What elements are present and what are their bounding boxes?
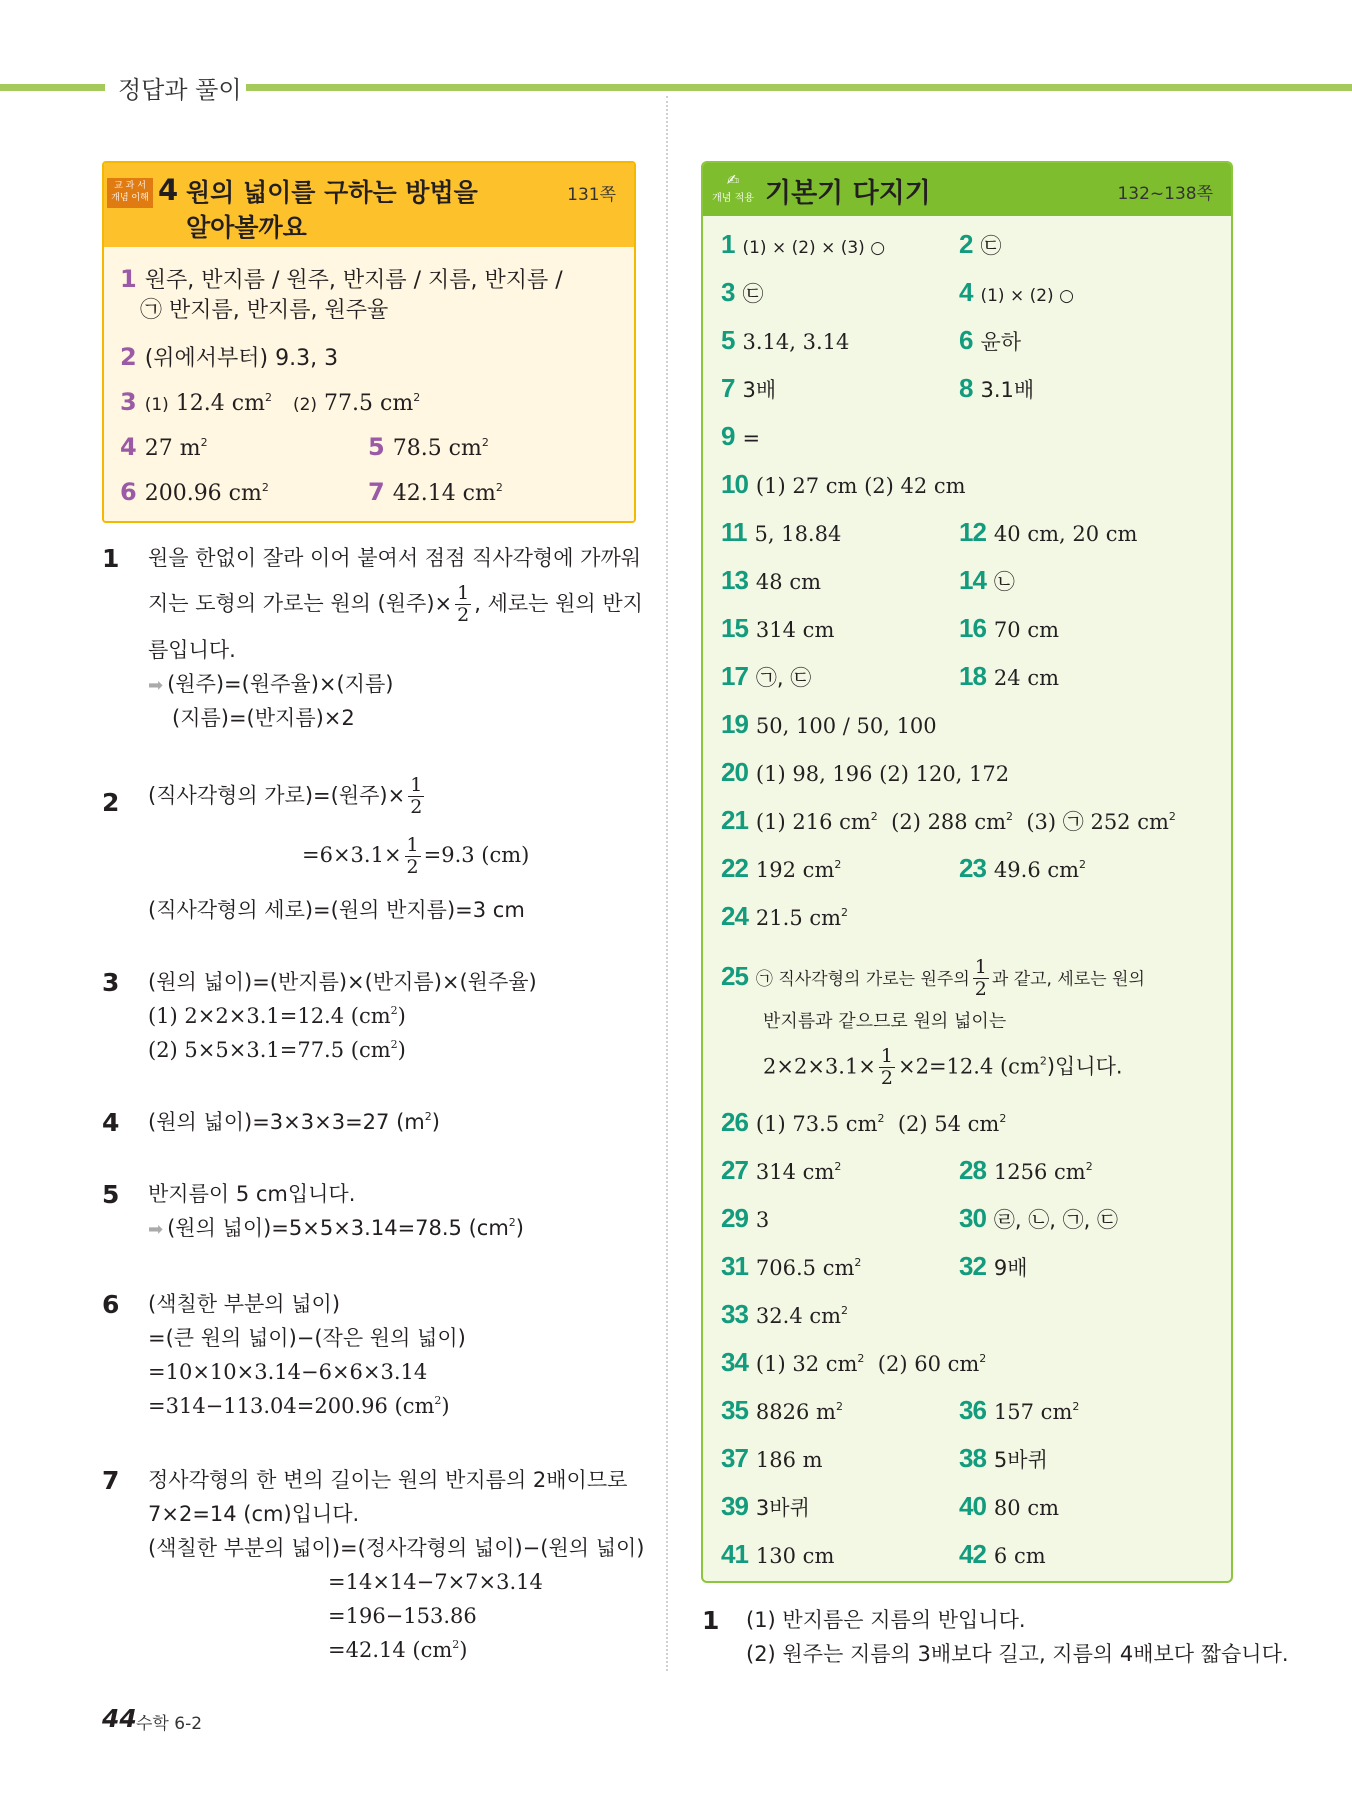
answer-number: 37 <box>721 1443 748 1473</box>
superscript: 2 <box>261 481 269 494</box>
page-number: 44 <box>102 1704 137 1733</box>
solution-2-line3: (직사각형의 세로)=(원의 반지름)=3 cm <box>148 898 525 922</box>
answer-text: 192 cm <box>755 858 835 882</box>
concept-answer-5 <box>368 433 489 463</box>
basic-answer-31 <box>721 1252 861 1282</box>
answer-text: 27 m <box>144 436 201 461</box>
answer-text: 78.5 cm <box>392 436 482 461</box>
answer-text: ㉠, ㉢ <box>755 666 812 690</box>
answer-text: 200.96 cm <box>144 481 262 506</box>
answer-text: 32.4 cm <box>755 1304 842 1328</box>
fraction-denominator: 2 <box>410 796 423 818</box>
answer-number: 7 <box>368 478 385 506</box>
fraction-half <box>879 1047 895 1088</box>
answer-text: ㉢ <box>980 234 1002 258</box>
solution-2-line1 <box>148 776 427 817</box>
answer-text: (위에서부터) 9.3, 3 <box>144 346 339 371</box>
answer-number: 34 <box>721 1347 748 1377</box>
concept-box <box>102 161 636 523</box>
concept-answers <box>104 247 634 521</box>
answer-number: 5 <box>368 433 385 461</box>
basic-answer-19 <box>721 710 937 740</box>
superscript: 2 <box>870 810 878 823</box>
concept-answer-1-cont: ㉠ 반지름, 반지름, 원주율 <box>140 298 389 323</box>
superscript: 2 <box>481 436 489 449</box>
answer-text: (1) 32 cm <box>755 1352 858 1376</box>
basic-answer-33 <box>721 1300 848 1330</box>
answer-text: 186 m <box>755 1448 823 1472</box>
solution-7-line3: (색칠한 부분의 넓이)=(정사각형의 넓이)−(원의 넓이) <box>148 1536 645 1560</box>
basic-answer-22 <box>721 854 841 884</box>
answer-text: (1) 216 cm <box>755 810 871 834</box>
answer-number: 29 <box>721 1203 748 1233</box>
superscript: 2 <box>1006 810 1013 823</box>
basic-answer-23 <box>959 854 1086 884</box>
text: (2) 5×5×3.1=77.5 (cm <box>148 1038 391 1062</box>
superscript: 2 <box>413 391 421 404</box>
answer-text: (3) ㉠ 252 cm <box>1026 810 1169 834</box>
answer-number: 38 <box>959 1443 986 1473</box>
basics-box-header <box>703 163 1231 216</box>
answer-number: 4 <box>959 277 973 307</box>
basic-answer-6 <box>959 326 1021 356</box>
solution-7-line6 <box>328 1636 467 1664</box>
concept-answer-1 <box>120 265 563 295</box>
concept-apply-tag-label: 개념 적용 <box>712 193 754 204</box>
answer-text: ㉣, ㉡, ㉠, ㉢ <box>993 1208 1118 1232</box>
answer-text: 42.14 cm <box>392 481 496 506</box>
superscript: 2 <box>508 1216 516 1229</box>
answer-text: 49.6 cm <box>993 858 1080 882</box>
basic-answer-7 <box>721 374 776 404</box>
fraction-numerator: 1 <box>880 1045 893 1067</box>
superscript: 2 <box>390 1038 398 1051</box>
text: =314−113.04=200.96 (cm <box>148 1394 435 1418</box>
answer-text: 원주, 반지름 / 원주, 반지름 / 지름, 반지름 / <box>144 268 563 293</box>
textbook-tag <box>107 178 153 208</box>
basic-answer-8 <box>959 374 1034 404</box>
text: ) <box>397 1004 406 1028</box>
superscript: 2 <box>1079 858 1087 871</box>
answer-number: 21 <box>721 805 748 835</box>
fraction-numerator: 1 <box>457 582 470 604</box>
text: =6×3.1× <box>302 843 402 867</box>
solution-1-line5: (지름)=(반지름)×2 <box>172 706 355 730</box>
answer-number: 31 <box>721 1251 748 1281</box>
answer-text: 윤하 <box>980 330 1022 354</box>
basic-answer-21 <box>721 806 1176 836</box>
concept-answer-3 <box>120 388 420 419</box>
arrow-icon: ➡ <box>148 675 164 696</box>
superscript: 2 <box>979 1352 987 1365</box>
answer-text: 24 cm <box>993 666 1059 690</box>
answer-text: = <box>742 426 761 450</box>
superscript: 2 <box>390 1004 398 1017</box>
answer-text: 5, 18.84 <box>754 522 842 546</box>
answer-number: 4 <box>120 433 137 461</box>
answer-number: 33 <box>721 1299 748 1329</box>
answer-text: 3.14, 3.14 <box>742 330 850 354</box>
text: ) <box>459 1638 468 1662</box>
basic-answer-27 <box>721 1156 841 1186</box>
answer-text: 314 cm <box>755 1160 835 1184</box>
text: =9.3 (cm) <box>423 843 530 867</box>
basic-answer-34 <box>721 1348 986 1378</box>
answer-number: 22 <box>721 853 748 883</box>
answer-text: ㉠ 직사각형의 가로는 원주의 <box>755 969 970 990</box>
superscript: 2 <box>424 1110 432 1123</box>
superscript: 2 <box>841 906 849 919</box>
header-rule-left <box>0 84 105 91</box>
basic-answer-20 <box>721 758 1009 788</box>
answer-number: 36 <box>959 1395 986 1425</box>
solution-6-line2: =(큰 원의 넓이)−(작은 원의 넓이) <box>148 1326 466 1350</box>
answer-text: ㉢ <box>742 282 764 306</box>
answer-number: 5 <box>721 325 735 355</box>
superscript: 2 <box>1168 810 1176 823</box>
superscript: 2 <box>1072 1400 1080 1413</box>
superscript: 2 <box>452 1638 460 1651</box>
solution-number-5: 5 <box>102 1180 120 1209</box>
solution-6-line4 <box>148 1392 450 1420</box>
superscript: 2 <box>841 1304 849 1317</box>
header-rule-right <box>246 84 1352 91</box>
answer-text: (1) × (2) × (3) ○ <box>742 238 886 258</box>
basic-answer-37 <box>721 1444 823 1474</box>
answer-text: 40 cm, 20 cm <box>993 522 1138 546</box>
text: ) <box>397 1038 406 1062</box>
fraction-denominator: 2 <box>974 978 987 1000</box>
fraction-denominator: 2 <box>880 1067 893 1089</box>
basic-answer-9 <box>721 422 760 452</box>
answer-number: 2 <box>120 343 137 371</box>
answer-number: 30 <box>959 1203 986 1233</box>
solution-1-line2 <box>148 584 643 625</box>
answer-number: 8 <box>959 373 973 403</box>
answer-number: 27 <box>721 1155 748 1185</box>
answer-text: 2×2×3.1× <box>763 1054 876 1079</box>
basic-answer-24 <box>721 902 848 932</box>
basic-answer-16 <box>959 614 1059 644</box>
basic-answer-30 <box>959 1204 1118 1234</box>
fraction-denominator: 2 <box>406 856 419 878</box>
solution-1-line1: 원을 한없이 잘라 이어 붙여서 점점 직사각형에 가까워 <box>148 546 642 570</box>
answer-number: 3 <box>721 277 735 307</box>
basic-answer-5 <box>721 326 849 356</box>
superscript: 2 <box>854 1256 862 1269</box>
basic-answer-42 <box>959 1540 1046 1570</box>
answer-number: 9 <box>721 421 735 451</box>
basic-answer-4 <box>959 278 1074 310</box>
answer-number: 26 <box>721 1107 748 1137</box>
answer-text: ×2=12.4 (cm <box>898 1054 1040 1079</box>
answer-text: 314 cm <box>755 618 835 642</box>
solution-1-line3: 름입니다. <box>148 638 236 662</box>
answer-number: 19 <box>721 709 748 739</box>
answer-text: 12.4 cm <box>175 391 265 416</box>
answer-text: 3바퀴 <box>755 1496 810 1520</box>
answer-number: 42 <box>959 1539 986 1569</box>
solution-5-line1: 반지름이 5 cm입니다. <box>148 1182 356 1206</box>
answer-number: 15 <box>721 613 748 643</box>
text: =42.14 (cm <box>328 1638 453 1662</box>
basic-answer-25-line2: 반지름과 같으므로 원의 넓이는 <box>763 1011 1007 1032</box>
basic-answer-12 <box>959 518 1137 548</box>
solution-number-1: 1 <box>102 544 120 573</box>
solution-5-line2 <box>148 1214 524 1244</box>
basics-title: 기본기 다지기 <box>765 178 931 209</box>
answer-text: 3.1배 <box>980 378 1035 402</box>
textbook-tag-line2: 개념 이해 <box>111 193 149 203</box>
concept-title <box>186 175 478 245</box>
fraction-numerator: 1 <box>410 774 423 796</box>
textbook-tag-line1: 교 과 서 <box>114 181 146 191</box>
superscript: 2 <box>834 1160 842 1173</box>
answer-number: 1 <box>120 265 137 293</box>
solution-number-6: 6 <box>102 1290 120 1319</box>
answer-number: 41 <box>721 1539 748 1569</box>
superscript: 2 <box>999 1112 1007 1125</box>
right-solution-1-line2: (2) 원주는 지름의 3배보다 길고, 지름의 4배보다 짧습니다. <box>746 1642 1289 1666</box>
answer-text: 6 cm <box>993 1544 1046 1568</box>
answer-text: (1) × (2) ○ <box>980 286 1074 306</box>
subject-label: 수학 6-2 <box>136 1714 203 1734</box>
answer-text: 과 같고, 세로는 원의 <box>991 969 1145 990</box>
superscript: 2 <box>1039 1054 1047 1068</box>
basic-answer-2 <box>959 230 1001 260</box>
basics-page-ref: 132~138쪽 <box>1117 184 1213 204</box>
right-solution-number-1: 1 <box>702 1606 720 1635</box>
answer-number: 6 <box>959 325 973 355</box>
basic-answer-39 <box>721 1492 810 1522</box>
answer-number: 11 <box>721 517 747 547</box>
answer-text: (1) 27 cm (2) 42 cm <box>755 474 966 498</box>
superscript: 2 <box>264 391 272 404</box>
basic-answer-13 <box>721 566 821 596</box>
column-divider <box>666 96 668 1671</box>
answer-text: (1) 73.5 cm <box>755 1112 878 1136</box>
superscript: 2 <box>857 1352 865 1365</box>
answer-part-label: (1) <box>144 395 169 415</box>
fraction-numerator: 1 <box>406 834 419 856</box>
answer-number: 3 <box>120 388 137 416</box>
answer-number: 20 <box>721 757 748 787</box>
answer-number: 13 <box>721 565 748 595</box>
answer-text: (1) 98, 196 (2) 120, 172 <box>755 762 1010 786</box>
text: ) <box>431 1110 440 1134</box>
basic-answer-15 <box>721 614 834 644</box>
answer-number: 28 <box>959 1155 986 1185</box>
answer-number: 23 <box>959 853 986 883</box>
answer-text: 157 cm <box>993 1400 1073 1424</box>
answer-number: 12 <box>959 517 986 547</box>
basic-answer-25 <box>721 958 1145 999</box>
solution-6-line1: (색칠한 부분의 넓이) <box>148 1292 341 1316</box>
solution-2-line2 <box>302 836 529 877</box>
solution-number-7: 7 <box>102 1466 120 1495</box>
fraction-half <box>455 584 471 625</box>
answer-text: 77.5 cm <box>324 391 414 416</box>
solution-7-line5: =196−153.86 <box>328 1604 477 1628</box>
answer-number: 24 <box>721 901 748 931</box>
basic-answer-1 <box>721 230 885 262</box>
fraction-half <box>405 836 421 877</box>
text: (원의 넓이)=3×3×3=27 (m <box>148 1110 425 1134</box>
solution-6-line3: =10×10×3.14−6×6×3.14 <box>148 1360 428 1384</box>
pencil-icon: ✍ <box>726 171 740 189</box>
answer-text: 70 cm <box>993 618 1059 642</box>
answer-number: 16 <box>959 613 986 643</box>
concept-box-header <box>104 163 634 247</box>
concept-answer-2 <box>120 343 338 373</box>
fraction-half <box>408 776 424 817</box>
solution-number-3: 3 <box>102 968 120 997</box>
answer-text: ㉡ <box>993 570 1015 594</box>
basic-answer-41 <box>721 1540 834 1570</box>
page-header-title: 정답과 풀이 <box>118 76 242 104</box>
basic-answer-10 <box>721 470 966 500</box>
concept-answer-4 <box>120 433 208 463</box>
basic-answer-25-line3 <box>763 1047 1123 1088</box>
answer-number: 25 <box>721 960 748 991</box>
answer-text: 706.5 cm <box>755 1256 855 1280</box>
answer-part-label: (2) <box>292 395 318 415</box>
basic-answer-32 <box>959 1252 1028 1282</box>
basics-box <box>701 161 1233 1583</box>
solution-7-line4: =14×14−7×7×3.14 <box>328 1570 543 1594</box>
answer-text: 48 cm <box>755 570 821 594</box>
solution-3-line1: (원의 넓이)=(반지름)×(반지름)×(원주율) <box>148 970 537 994</box>
solution-7-line2: 7×2=14 (cm)입니다. <box>148 1502 360 1526</box>
basic-answer-36 <box>959 1396 1079 1426</box>
concept-apply-tag <box>709 171 757 211</box>
superscript: 2 <box>835 1400 843 1413</box>
answer-text: (2) 288 cm <box>891 810 1006 834</box>
concept-page-ref: 131쪽 <box>567 185 616 205</box>
solution-3-line3 <box>148 1036 406 1064</box>
superscript: 2 <box>877 1112 885 1125</box>
answer-number: 32 <box>959 1251 986 1281</box>
answer-text: 1256 cm <box>993 1160 1086 1184</box>
answer-number: 17 <box>721 661 748 691</box>
text: (원의 넓이)=5×5×3.14=78.5 (cm <box>167 1216 509 1240</box>
text: ) <box>441 1394 450 1418</box>
superscript: 2 <box>834 858 842 871</box>
basic-answer-11 <box>721 518 841 548</box>
basic-answer-35 <box>721 1396 843 1426</box>
answer-number: 10 <box>721 469 748 499</box>
superscript: 2 <box>200 436 208 449</box>
concept-title-line1: 원의 넓이를 구하는 방법을 <box>186 178 478 207</box>
solution-1-line4 <box>148 670 393 700</box>
answer-text: )입니다. <box>1046 1054 1123 1079</box>
answer-text: 80 cm <box>993 1496 1059 1520</box>
text: 지는 도형의 가로는 원의 (원주)× <box>148 591 453 616</box>
text: , 세로는 원의 반지 <box>474 591 643 616</box>
fraction-numerator: 1 <box>974 956 987 978</box>
basic-answer-26 <box>721 1108 1006 1138</box>
solution-4-line1 <box>148 1108 440 1136</box>
text: ) <box>515 1216 524 1240</box>
basic-answer-18 <box>959 662 1059 692</box>
concept-number: 4 <box>158 173 179 207</box>
answer-text: 8826 m <box>755 1400 836 1424</box>
basic-answer-38 <box>959 1444 1048 1474</box>
fraction-half <box>973 958 989 999</box>
answer-number: 40 <box>959 1491 986 1521</box>
answer-number: 39 <box>721 1491 748 1521</box>
answer-number: 7 <box>721 373 735 403</box>
answer-number: 6 <box>120 478 137 506</box>
concept-answer-6 <box>120 478 269 508</box>
concept-title-line2: 알아볼까요 <box>186 213 307 242</box>
answer-text: 130 cm <box>755 1544 835 1568</box>
text: (원주)=(원주율)×(지름) <box>167 672 394 696</box>
answer-text: (2) 54 cm <box>897 1112 1000 1136</box>
solution-3-line2 <box>148 1002 406 1030</box>
answer-number: 35 <box>721 1395 748 1425</box>
answer-number: 14 <box>959 565 986 595</box>
answer-text: 21.5 cm <box>755 906 842 930</box>
superscript: 2 <box>495 481 503 494</box>
answer-text: 3배 <box>742 378 777 402</box>
solution-number-2: 2 <box>102 788 120 817</box>
solution-7-line1: 정사각형의 한 변의 길이는 원의 반지름의 2배이므로 <box>148 1468 628 1492</box>
basic-answer-3 <box>721 278 763 308</box>
answer-text: 3 <box>755 1208 770 1232</box>
answer-text: 5바퀴 <box>993 1448 1048 1472</box>
fraction-denominator: 2 <box>457 604 470 626</box>
solution-number-4: 4 <box>102 1108 120 1137</box>
basic-answer-29 <box>721 1204 769 1234</box>
answer-number: 18 <box>959 661 986 691</box>
basic-answer-14 <box>959 566 1015 596</box>
basic-answer-17 <box>721 662 811 692</box>
text: (직사각형의 가로)=(원주)× <box>148 783 406 808</box>
arrow-icon: ➡ <box>148 1219 164 1240</box>
answer-number: 2 <box>959 229 973 259</box>
basic-answer-40 <box>959 1492 1059 1522</box>
right-solution-1-line1: (1) 반지름은 지름의 반입니다. <box>746 1608 1026 1632</box>
text: (1) 2×2×3.1=12.4 (cm <box>148 1004 391 1028</box>
superscript: 2 <box>1085 1160 1093 1173</box>
answer-number: 1 <box>721 229 735 259</box>
answer-text: 50, 100 / 50, 100 <box>755 714 937 738</box>
superscript: 2 <box>434 1394 442 1407</box>
basic-answer-28 <box>959 1156 1093 1186</box>
answer-text: (2) 60 cm <box>877 1352 980 1376</box>
answer-text: 9배 <box>993 1256 1028 1280</box>
concept-answer-7 <box>368 478 503 508</box>
